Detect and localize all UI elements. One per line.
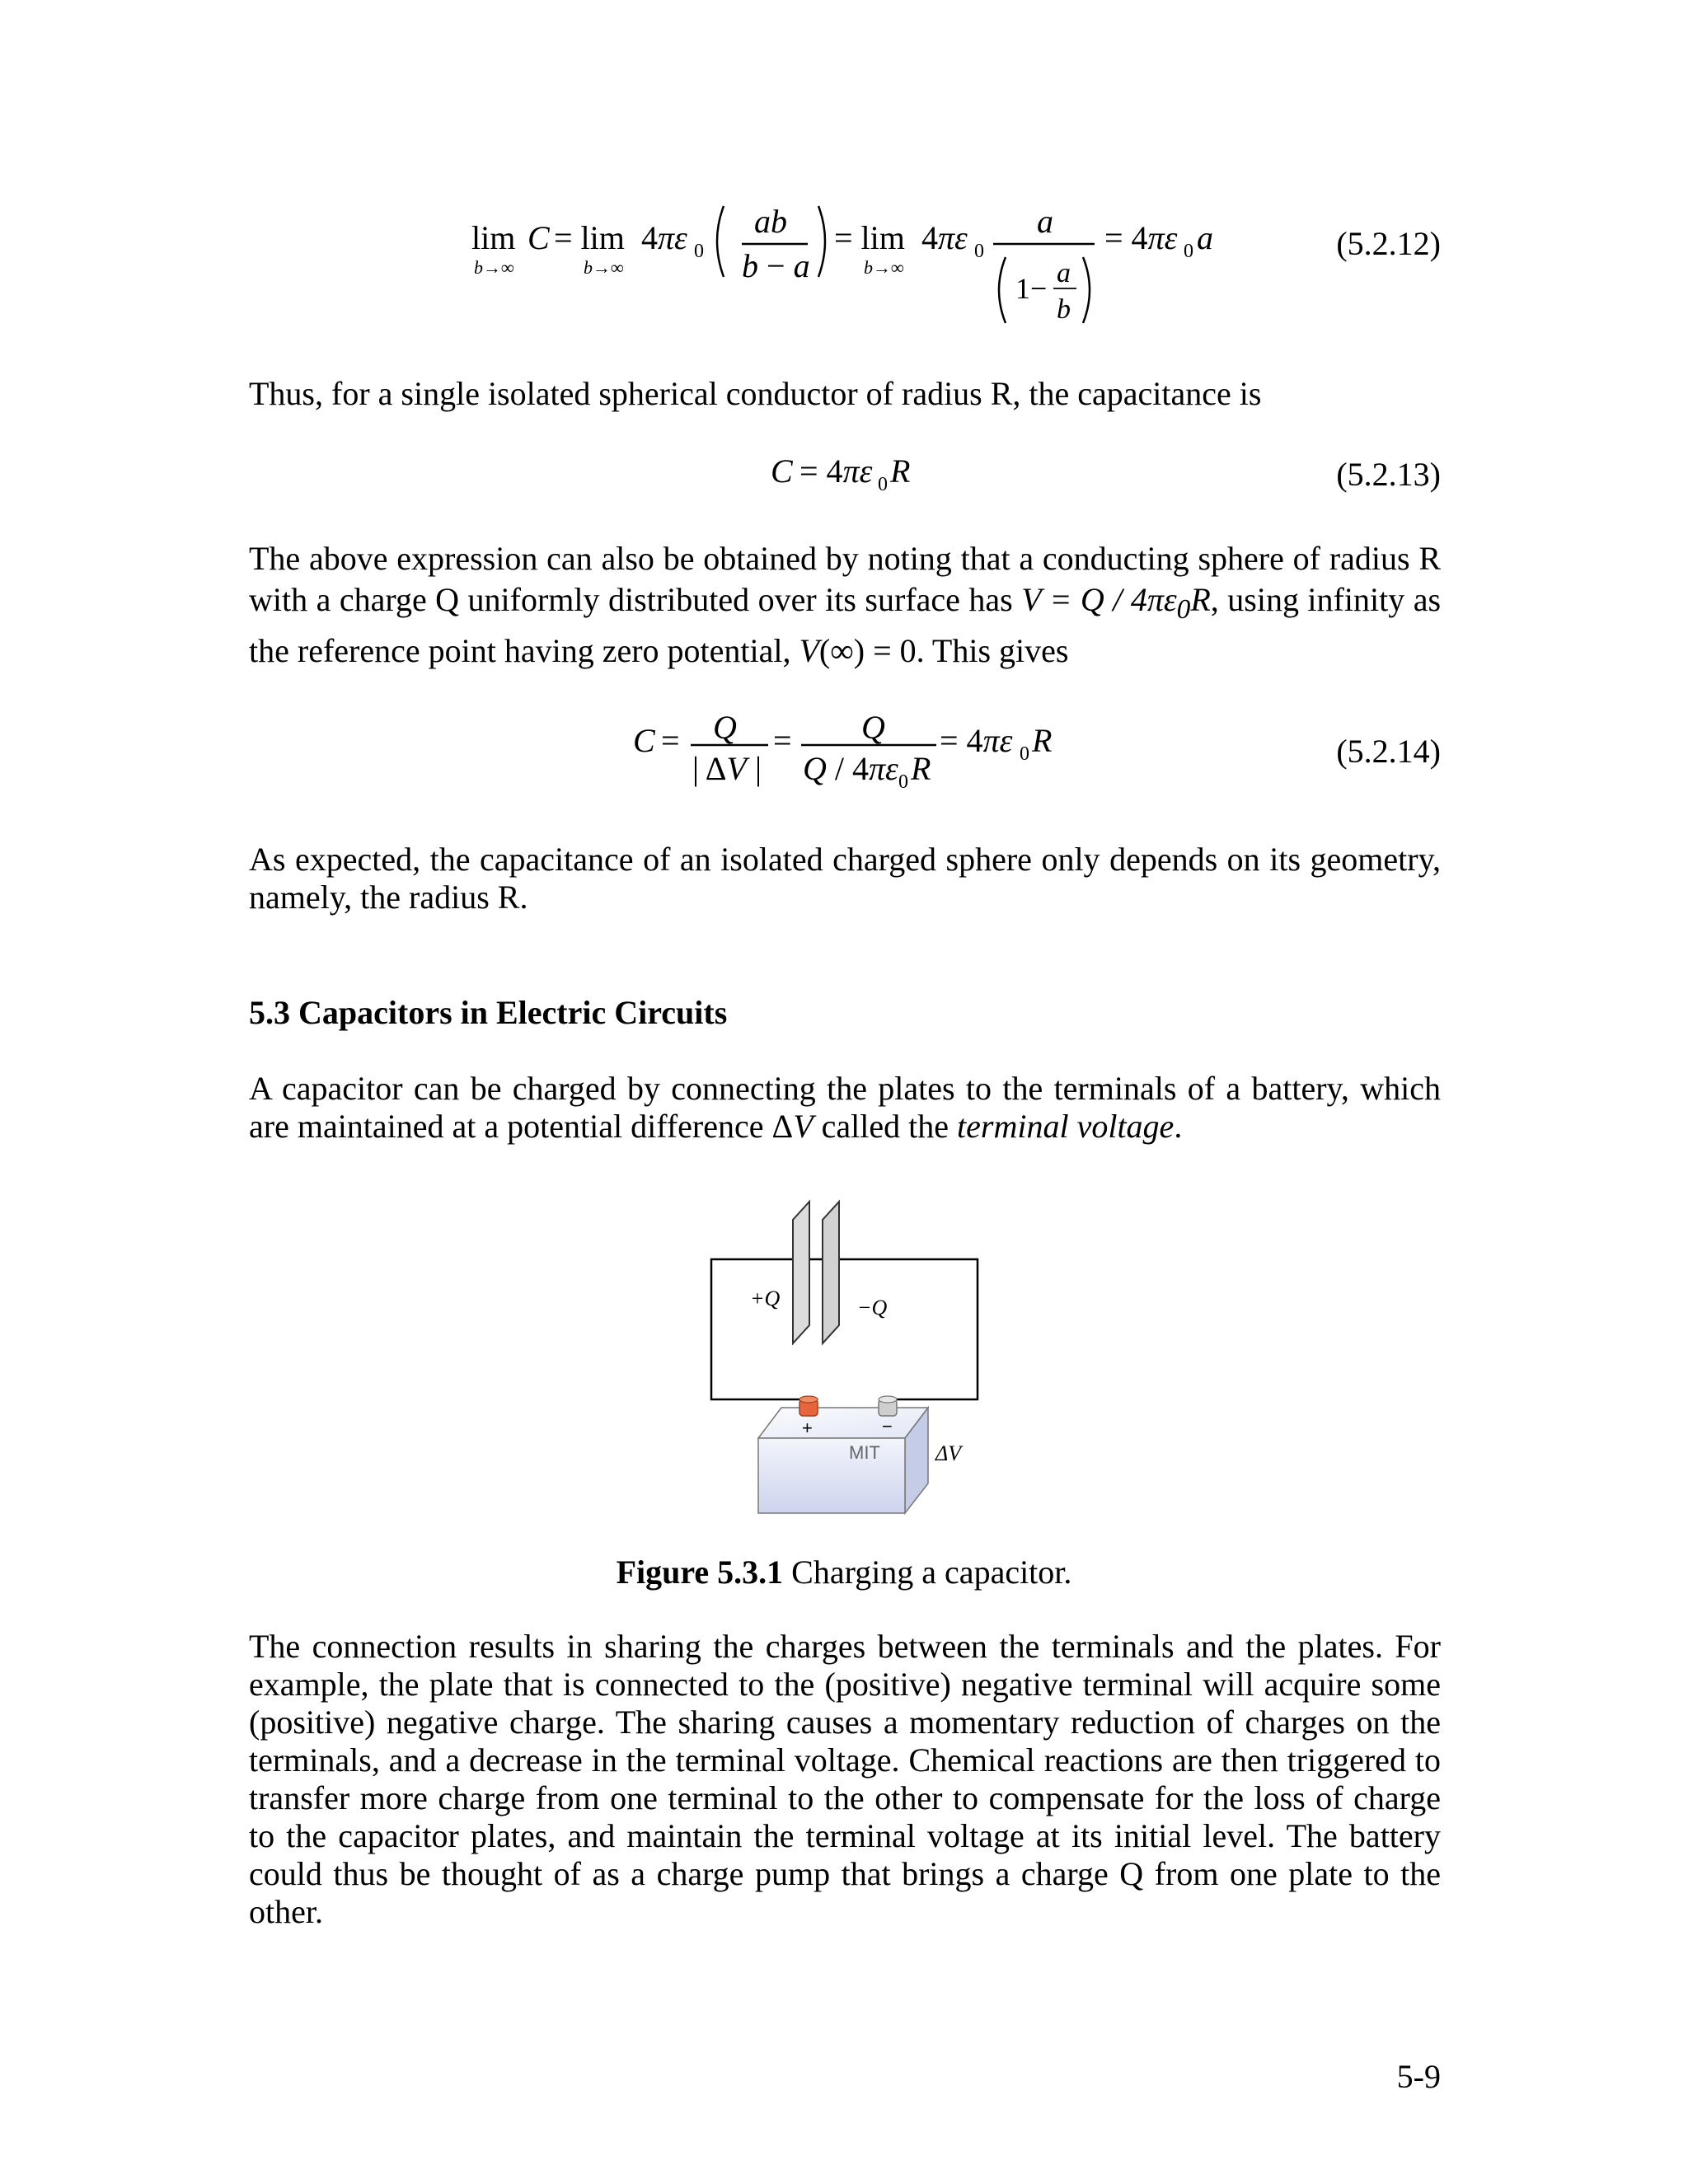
svg-text:a: a	[1197, 219, 1213, 256]
figure-caption	[0, 1553, 1688, 1591]
paragraph-above-text-2: , using infinity as the reference point having zero potential,	[249, 581, 1442, 669]
paragraph-as-expected	[249, 841, 1441, 916]
battery-front	[758, 1438, 905, 1513]
svg-text:ab: ab	[754, 203, 787, 240]
equation-number-5-2-14: (5.2.14)	[1336, 733, 1441, 770]
inline-equation-potential: $V = Q / 4\pi\varepsilon_0R$	[1021, 581, 1211, 625]
equation-5-2-12	[462, 198, 1286, 338]
capacitor-plate-positive	[793, 1202, 809, 1343]
paragraph-capacitor-text-1: A capacitor can be charged by connecting the plates to the terminals of a battery, which are maintained at a potential difference	[249, 1070, 1441, 1145]
svg-text:lim: lim	[471, 219, 516, 256]
svg-text:b: b	[1057, 294, 1071, 325]
equation-5-2-14	[626, 709, 1071, 808]
svg-text:Q: Q	[861, 709, 885, 746]
inline-delta-v: ΔV	[771, 1108, 814, 1145]
svg-text:C: C	[771, 452, 793, 490]
svg-text:0: 0	[878, 474, 888, 495]
svg-text:=: =	[661, 722, 680, 759]
svg-text:= lim: = lim	[554, 219, 625, 256]
svg-text:4πε: 4πε	[921, 219, 968, 256]
figure-caption-text: Charging a capacitor.	[791, 1554, 1072, 1591]
paragraph-thus	[249, 375, 1441, 413]
svg-text:0: 0	[1184, 241, 1193, 262]
paragraph-connection-text: The connection results in sharing the charges between the terminals and the plates. For example, the plate that is connected to the (positive) negative terminal will acquire some (positive) negative charge. The sharing causes a momentary reduction of charges on the terminals, and a decrease in the terminal voltage. Chemical reactions are then triggered to transfer more charge from one terminal to the other to compensate for the loss of charge to the capacitor plates, and maintain the terminal voltage at its initial level. The battery could thus be thought of as a charge pump that brings a charge Q from one plate to the other.	[249, 1628, 1441, 1930]
figure-capacitor-circuit	[701, 1187, 1006, 1516]
equation-number-5-2-13: (5.2.13)	[1336, 456, 1441, 493]
svg-text:0: 0	[694, 241, 704, 262]
battery-minus-sign: −	[882, 1416, 893, 1436]
figure-label: Figure 5.3.1	[616, 1554, 784, 1591]
svg-text:Q: Q	[713, 709, 737, 746]
paragraph-above-text-3: . This gives	[916, 632, 1069, 669]
paragraph-thus-text: Thus, for a single isolated spherical conductor of radius R, the capacitance is	[249, 375, 1262, 412]
equation-number-5-2-12: (5.2.12)	[1336, 225, 1441, 262]
section-heading: 5.3 Capacitors in Electric Circuits	[249, 994, 728, 1031]
paragraph-as-expected-text: As expected, the capacitance of an isolated charged sphere only depends on its geometry, namely, the radius R.	[249, 841, 1441, 916]
svg-text:= 4πε: = 4πε	[1104, 219, 1178, 256]
battery-label: MIT	[849, 1442, 880, 1463]
svg-text:R: R	[1032, 722, 1053, 759]
svg-text:= 4πε: = 4πε	[799, 452, 873, 490]
paragraph-capacitor: A capacitor can be charged by connecting the plates to the terminals of a battery, which are maintained at a potential difference ΔV called the terminal voltage.	[249, 1070, 1441, 1145]
svg-text:1−: 1−	[1015, 272, 1048, 305]
label-minus-q: −Q	[857, 1296, 888, 1319]
battery-plus-sign: +	[802, 1418, 813, 1438]
svg-text:= lim: = lim	[834, 219, 905, 256]
svg-text:a: a	[1037, 203, 1053, 240]
svg-text:b − a: b − a	[742, 247, 810, 284]
svg-text:0: 0	[898, 771, 908, 793]
label-plus-q: +Q	[750, 1286, 781, 1310]
page-number: 5-9	[1396, 2058, 1441, 2095]
svg-text:b→∞: b→∞	[474, 257, 514, 278]
svg-text:4πε: 4πε	[641, 219, 687, 256]
paragraph-capacitor-text-2: called the	[821, 1108, 950, 1145]
svg-text:b→∞: b→∞	[584, 257, 624, 278]
svg-text:Q / 4πε: Q / 4πε	[803, 750, 898, 787]
term-terminal-voltage: terminal voltage	[957, 1108, 1175, 1145]
svg-text:= 4πε: = 4πε	[940, 722, 1013, 759]
svg-text:| ΔV |: | ΔV |	[692, 750, 762, 787]
svg-text:C: C	[633, 722, 655, 759]
svg-text:b→∞: b→∞	[864, 257, 904, 278]
equation-5-2-13	[767, 445, 948, 503]
svg-text:R: R	[890, 452, 911, 490]
battery-top	[758, 1408, 928, 1438]
svg-text:R: R	[911, 750, 931, 787]
capacitor-plate-negative	[823, 1202, 839, 1343]
svg-text:a: a	[1057, 258, 1071, 288]
svg-text:0: 0	[1020, 743, 1029, 765]
paragraph-above-text-1: The above expression can also be obtained by noting that a conducting sphere of radius R with a charge Q uniformly distributed over its surface has	[249, 540, 1441, 618]
svg-text:C: C	[528, 219, 550, 256]
label-delta-v: ΔV	[935, 1441, 962, 1465]
svg-text:0: 0	[974, 241, 984, 262]
paragraph-connection	[249, 1628, 1441, 1931]
svg-text:=: =	[773, 722, 792, 759]
inline-equation-infinity: V(∞) = 0	[799, 632, 917, 669]
paragraph-above-expression	[249, 538, 1441, 672]
